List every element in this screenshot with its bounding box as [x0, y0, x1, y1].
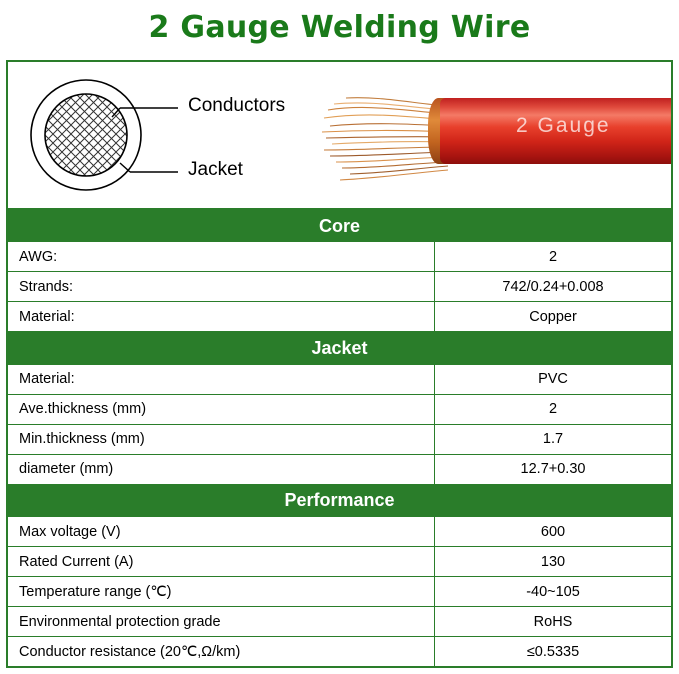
row-label: Material: [8, 302, 435, 331]
row-value: ≤0.5335 [526, 643, 580, 660]
illustration-area [8, 62, 671, 210]
row-value: -40~105 [526, 583, 580, 600]
row-label: Max voltage (V) [8, 517, 435, 546]
row-label: diameter (mm) [8, 455, 435, 484]
section-header-performance: Performance [8, 485, 671, 517]
cross-section-diagram [8, 62, 328, 208]
table-row [8, 455, 671, 485]
table-row [8, 637, 671, 666]
table-row [8, 425, 671, 455]
section-header-core: Core [8, 210, 671, 242]
table-row [8, 365, 671, 395]
row-value: RoHS [533, 613, 573, 630]
row-value: 2 [548, 401, 558, 418]
row-value: PVC [538, 371, 568, 388]
row-label: Environmental protection grade [8, 607, 435, 636]
table-row [8, 517, 671, 547]
cable-print-label: 2 Gauge [516, 114, 611, 137]
table-row [8, 395, 671, 425]
row-value: 742/0.24+0.008 [502, 278, 604, 295]
table-row [8, 547, 671, 577]
row-value: 130 [540, 553, 566, 570]
row-value: Copper [529, 308, 577, 325]
row-label: Material: [8, 365, 435, 394]
page-title: 2 Gauge Welding Wire [148, 10, 531, 45]
table-row [8, 577, 671, 607]
row-value: 12.7+0.30 [520, 461, 586, 478]
callout-label-jacket: Jacket [188, 159, 243, 180]
table-row [8, 272, 671, 302]
spec-table [8, 210, 671, 666]
row-label: Min.thickness (mm) [8, 425, 435, 454]
row-label: Temperature range (℃) [8, 577, 435, 606]
row-label: Strands: [8, 272, 435, 301]
row-value: 2 [548, 248, 558, 265]
row-label: Rated Current (A) [8, 547, 435, 576]
table-row [8, 242, 671, 272]
table-row [8, 302, 671, 332]
row-value: 600 [540, 523, 566, 540]
row-label: Conductor resistance (20℃,Ω/km) [8, 637, 435, 666]
row-label: Ave.thickness (mm) [8, 395, 435, 424]
section-header-jacket: Jacket [8, 332, 671, 364]
table-row [8, 607, 671, 637]
cable-photo [320, 62, 671, 208]
row-value: 1.7 [542, 431, 564, 448]
row-label: AWG: [8, 242, 435, 271]
callout-label-conductors: Conductors [188, 95, 286, 116]
spec-panel [6, 60, 673, 668]
